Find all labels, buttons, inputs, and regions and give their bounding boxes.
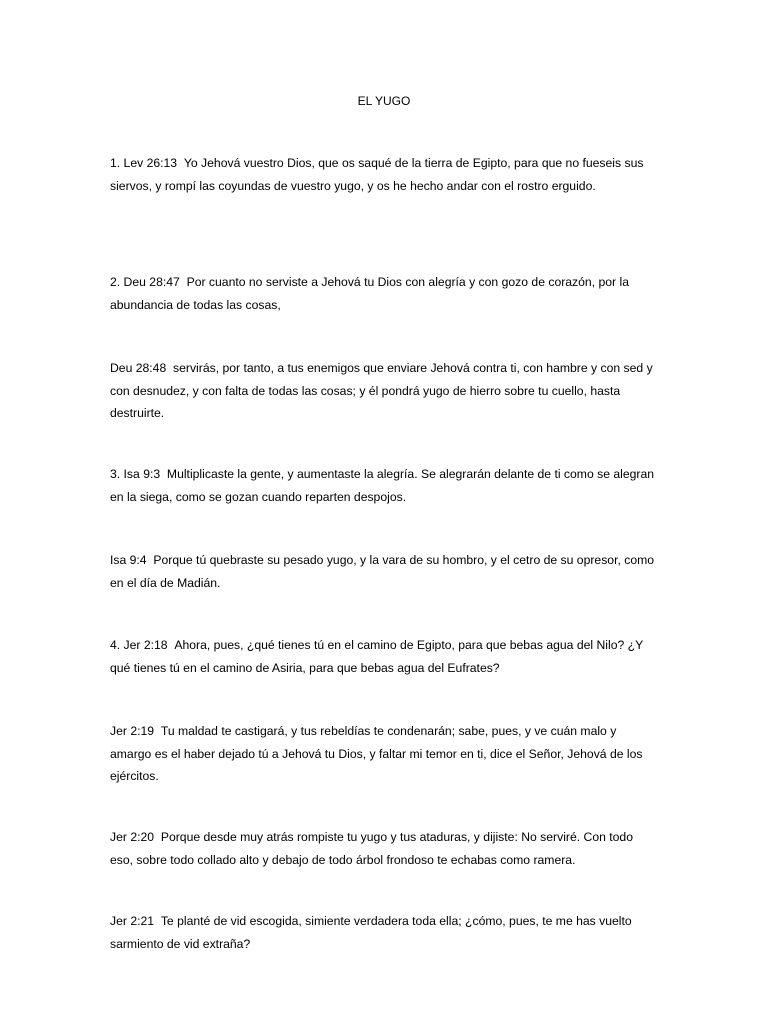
verse-text: Yo Jehová vuestro Dios, que os saqué de la tierra de Egipto, para que no fueseis sus siervos, y rompí las coyundas de vuestro yugo, y os he hecho andar con el rostro erguido. — [110, 156, 644, 193]
verse-reference: Jer 2:19 — [110, 724, 155, 738]
verse-paragraph-4 — [110, 463, 658, 508]
verse-text: Tu maldad te castigará, y tus rebeldías te condenarán; sabe, pues, y ve cuán malo y amargo es el haber dejado tú a Jehová tu Dios, y faltar mi temor en ti, dice el Señor, Jehová de los ejércitos. — [110, 724, 643, 783]
verse-text: Te planté de vid escogida, simiente verdadera toda ella; ¿cómo, pues, te me has vuelto sarmiento de vid extraña? — [110, 914, 632, 951]
verse-reference: 1. Lev 26:13 — [110, 156, 178, 170]
verse-paragraph-8 — [110, 826, 658, 871]
verse-paragraph-1 — [110, 152, 658, 197]
verse-paragraph-5 — [110, 549, 658, 594]
verse-reference: Isa 9:4 — [110, 553, 147, 567]
verse-reference: Jer 2:20 — [110, 830, 155, 844]
verse-paragraph-3 — [110, 357, 658, 425]
document-title: EL YUGO — [357, 94, 411, 108]
verse-text: Porque tú quebraste su pesado yugo, y la vara de su hombro, y el cetro de su opresor, como en el día de Madián. — [110, 553, 655, 590]
verse-text: Porque desde muy atrás rompiste tu yugo y tus ataduras, y dijiste: No serviré. Con todo eso, sobre todo collado alto y debajo de todo árbol frondoso te echabas como ramera. — [110, 830, 633, 867]
verse-reference: 2. Deu 28:47 — [110, 275, 180, 289]
verse-text: Por cuanto no serviste a Jehová tu Dios con alegría y con gozo de corazón, por la abundancia de todas las cosas, — [110, 275, 629, 312]
verse-paragraph-7 — [110, 720, 658, 788]
verse-text: Ahora, pues, ¿qué tienes tú en el camino de Egipto, para que bebas agua del Nilo? ¿Y qué tienes tú en el camino de Asiria, para que bebas agua del Eufrates? — [110, 638, 644, 675]
verse-text: Multiplicaste la gente, y aumentaste la alegría. Se alegrarán delante de ti como se alegran en la siega, como se gozan cuando reparten despojos. — [110, 467, 655, 504]
verse-reference: Jer 2:21 — [110, 914, 155, 928]
verse-paragraph-9 — [110, 910, 658, 955]
verse-paragraph-6 — [110, 634, 658, 679]
verse-reference: 3. Isa 9:3 — [110, 467, 161, 481]
verse-paragraph-2 — [110, 271, 658, 316]
verse-reference: Deu 28:48 — [110, 361, 167, 375]
verse-text: servirás, por tanto, a tus enemigos que enviare Jehová contra ti, con hambre y con sed y con desnudez, y con falta de todas las cosas; y él pondrá yugo de hierro sobre tu cuello, hasta destruirte. — [110, 361, 653, 420]
verse-reference: 4. Jer 2:18 — [110, 638, 168, 652]
